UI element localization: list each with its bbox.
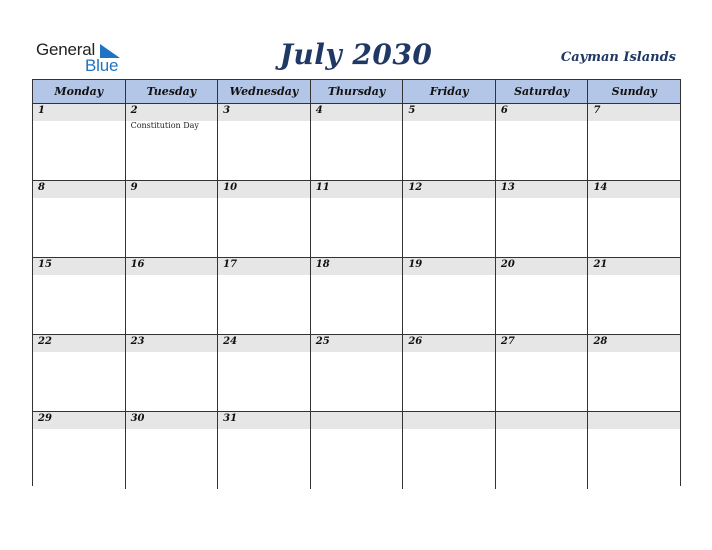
day-number: 1 bbox=[38, 105, 45, 116]
day-cell[interactable] bbox=[403, 104, 496, 180]
logo-blue-text: Blue bbox=[85, 56, 119, 75]
day-number: 28 bbox=[593, 336, 608, 347]
day-number: 31 bbox=[223, 413, 238, 424]
weekday-thursday: Thursday bbox=[311, 80, 404, 103]
country-name: Cayman Islands bbox=[560, 50, 676, 65]
day-cell[interactable] bbox=[126, 412, 219, 489]
day-cell[interactable] bbox=[218, 181, 311, 257]
day-number-band bbox=[33, 104, 125, 121]
day-cell[interactable] bbox=[588, 104, 680, 180]
day-number-band bbox=[496, 104, 588, 121]
day-cell[interactable] bbox=[403, 412, 496, 489]
day-cell[interactable] bbox=[33, 258, 126, 334]
day-cell[interactable] bbox=[588, 181, 680, 257]
week-row bbox=[33, 335, 680, 412]
day-cell[interactable] bbox=[218, 104, 311, 180]
day-cell[interactable] bbox=[588, 258, 680, 334]
day-cell[interactable] bbox=[403, 258, 496, 334]
day-number: 27 bbox=[500, 336, 515, 347]
day-number: 7 bbox=[593, 105, 601, 116]
day-number-band bbox=[588, 104, 680, 121]
day-cell[interactable] bbox=[218, 412, 311, 489]
day-number: 18 bbox=[315, 259, 330, 270]
day-cell[interactable] bbox=[496, 258, 589, 334]
day-number: 13 bbox=[500, 182, 515, 193]
day-number: 26 bbox=[408, 336, 423, 347]
day-number: 22 bbox=[38, 336, 52, 347]
day-cell[interactable] bbox=[496, 104, 589, 180]
day-number: 24 bbox=[223, 336, 238, 347]
day-number-band bbox=[311, 104, 403, 121]
day-cell[interactable] bbox=[126, 335, 219, 411]
week-row bbox=[33, 104, 680, 181]
weekday-sunday: Sunday bbox=[611, 85, 657, 98]
day-cell[interactable] bbox=[311, 181, 404, 257]
day-number: 20 bbox=[500, 259, 515, 270]
day-cell[interactable] bbox=[33, 335, 126, 411]
day-cell[interactable] bbox=[126, 104, 219, 180]
day-cell[interactable] bbox=[33, 412, 126, 489]
day-cell[interactable] bbox=[403, 335, 496, 411]
day-number: 3 bbox=[223, 105, 231, 116]
day-cell[interactable] bbox=[588, 412, 680, 489]
day-number: 5 bbox=[408, 105, 416, 116]
day-number: 6 bbox=[500, 105, 508, 116]
weekday-wednesday: Wednesday bbox=[218, 80, 311, 103]
day-cell[interactable] bbox=[311, 258, 404, 334]
day-cell[interactable] bbox=[126, 181, 219, 257]
day-number: 19 bbox=[408, 259, 423, 270]
day-cell[interactable] bbox=[218, 258, 311, 334]
weekday-header-row bbox=[33, 80, 680, 104]
day-number-band bbox=[126, 104, 218, 121]
day-number: 8 bbox=[38, 182, 45, 193]
day-number-band bbox=[33, 181, 125, 198]
day-number: 29 bbox=[38, 413, 52, 424]
day-number: 10 bbox=[223, 182, 238, 193]
day-cell[interactable] bbox=[496, 412, 589, 489]
day-cell[interactable] bbox=[33, 181, 126, 257]
day-number-band bbox=[403, 412, 495, 429]
day-cell[interactable] bbox=[403, 181, 496, 257]
weekday-saturday: Saturday bbox=[496, 80, 589, 103]
week-row bbox=[33, 412, 680, 489]
day-number: 23 bbox=[130, 336, 145, 347]
day-number-band bbox=[218, 104, 310, 121]
holiday-label: Constitution Day bbox=[130, 121, 199, 130]
day-number: 30 bbox=[130, 413, 145, 424]
weekday-friday: Friday bbox=[403, 80, 496, 103]
day-cell[interactable] bbox=[311, 412, 404, 489]
day-cell[interactable] bbox=[496, 335, 589, 411]
logo-general-text: General bbox=[36, 40, 96, 59]
day-number: 2 bbox=[130, 105, 138, 116]
day-number-band bbox=[496, 412, 588, 429]
day-number: 16 bbox=[130, 259, 145, 270]
day-cell[interactable] bbox=[588, 335, 680, 411]
day-number: 4 bbox=[315, 105, 323, 116]
day-number-band bbox=[126, 181, 218, 198]
calendar-title: July 2030 bbox=[279, 38, 433, 71]
day-number: 15 bbox=[38, 259, 52, 270]
weekday-monday: Monday bbox=[33, 80, 126, 103]
day-number: 21 bbox=[593, 259, 608, 270]
day-cell[interactable] bbox=[33, 104, 126, 180]
day-number: 9 bbox=[130, 182, 138, 193]
day-number-band bbox=[311, 412, 403, 429]
week-row bbox=[33, 181, 680, 258]
week-row bbox=[33, 258, 680, 335]
day-cell[interactable] bbox=[126, 258, 219, 334]
day-cell[interactable] bbox=[218, 335, 311, 411]
day-number: 17 bbox=[223, 259, 238, 270]
day-number-band bbox=[588, 412, 680, 429]
day-cell[interactable] bbox=[496, 181, 589, 257]
calendar-grid bbox=[32, 79, 681, 486]
day-number: 25 bbox=[315, 336, 330, 347]
day-cell[interactable] bbox=[311, 335, 404, 411]
day-number-band bbox=[403, 104, 495, 121]
day-number: 11 bbox=[315, 182, 330, 193]
weekday-tuesday: Tuesday bbox=[126, 80, 219, 103]
day-number: 12 bbox=[408, 182, 423, 193]
day-number: 14 bbox=[593, 182, 608, 193]
day-cell[interactable] bbox=[311, 104, 404, 180]
